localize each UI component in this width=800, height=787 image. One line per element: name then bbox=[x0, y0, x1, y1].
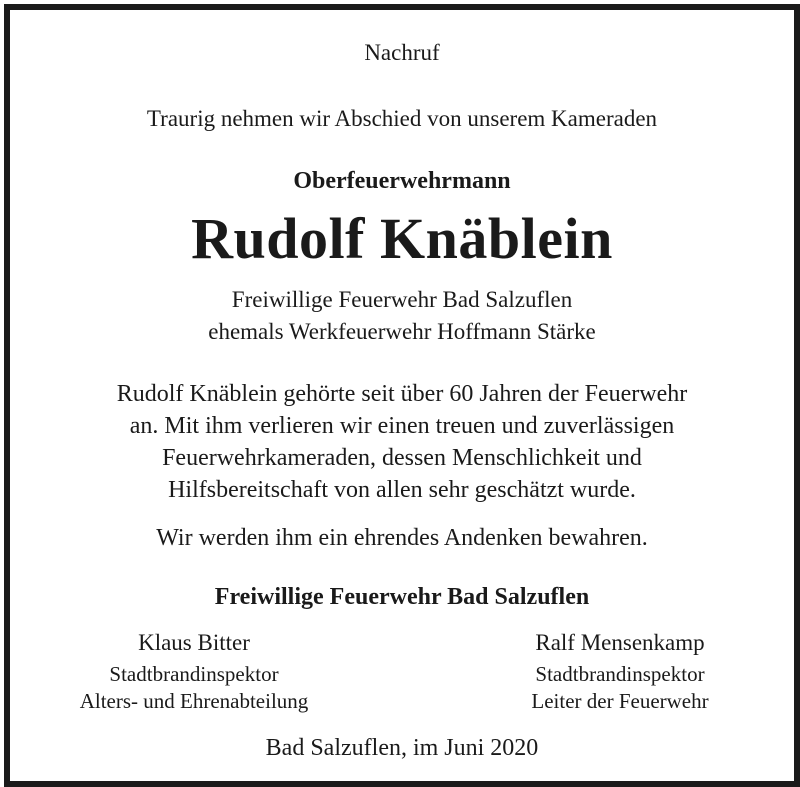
signatory-unit: Alters- und Ehrenabteilung bbox=[79, 689, 309, 713]
deceased-rank: Oberfeuerwehrmann bbox=[293, 168, 511, 194]
signatory-unit: Leiter der Feuerwehr bbox=[531, 689, 709, 713]
organization-line-1: Freiwillige Feuerwehr Bad Salzuflen bbox=[231, 287, 573, 312]
notice-heading: Nachruf bbox=[364, 40, 440, 65]
body-text-line: Feuerwehrkameraden, dessen Menschlichkeit und bbox=[162, 445, 642, 471]
obituary-content bbox=[10, 10, 794, 781]
body-text-line: Rudolf Knäblein gehörte seit über 60 Jahren der Feuerwehr bbox=[116, 381, 688, 407]
signatory-name: Ralf Mensenkamp bbox=[535, 630, 705, 655]
deceased-name: Rudolf Knäblein bbox=[191, 206, 613, 271]
closing-sentence: Wir werden ihm ein ehrendes Andenken bewahren. bbox=[156, 525, 648, 551]
signatory-name: Klaus Bitter bbox=[138, 630, 250, 655]
obituary-frame bbox=[4, 4, 800, 787]
organization-line-2: ehemals Werkfeuerwehr Hoffmann Stärke bbox=[208, 319, 596, 344]
notice-intro: Traurig nehmen wir Abschied von unserem Kameraden bbox=[146, 106, 658, 131]
place-and-date: Bad Salzuflen, im Juni 2020 bbox=[265, 735, 539, 761]
signoff-organization: Freiwillige Feuerwehr Bad Salzuflen bbox=[214, 584, 590, 610]
body-text-line: an. Mit ihm verlieren wir einen treuen und zuverlässigen bbox=[129, 413, 675, 439]
signatory-title: Stadtbrandinspektor bbox=[535, 662, 705, 686]
body-text-line: Hilfsbereitschaft von allen sehr geschätzt wurde. bbox=[168, 477, 636, 503]
signatory-title: Stadtbrandinspektor bbox=[109, 662, 279, 686]
